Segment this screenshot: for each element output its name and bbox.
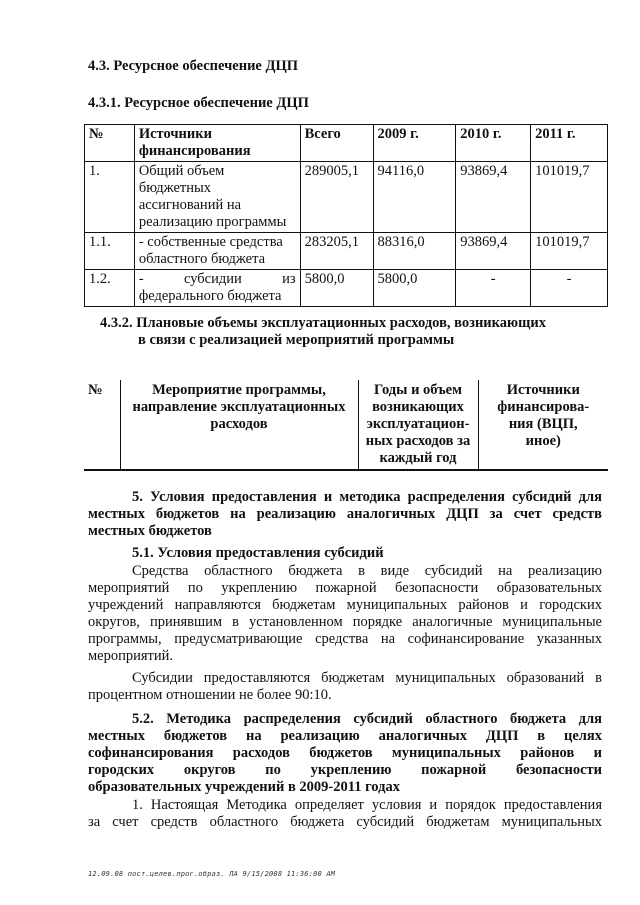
section-4-3-2-title-line2: в связи с реализацией мероприятий программы [138,332,455,348]
page-footer: 12.09.08 пост.целев.прог.образ. ЛА 9/15/2008 11:36:00 AM [88,870,336,878]
row-total: 289005,1 [300,162,373,233]
row-2010: 93869,4 [456,162,531,233]
row-num: 1.2. [85,270,135,307]
section-5-1-paragraph-1: Средства областного бюджета в виде субсидий на реализацию мероприятий по укреплению пожарной безопасности образовательных учреждений направляются бюджетам муниципальных районов и городских округов, принявшим в установленном порядке аналогичные муниципальные программы, предусматривающие средства на софинансирование указанных мероприятий. [88,563,602,664]
section-5-1-paragraph-2: Субсидии предоставляются бюджетам муниципальных образований в процентном отношении не более 90:10. [88,670,602,703]
row-2009: 5800,0 [373,270,456,307]
operating-costs-header [84,380,608,470]
header-2010: 2010 г. [456,125,531,162]
row-source: - собственные средства областного бюджета [134,233,300,270]
row-2010: 93869,4 [456,233,531,270]
row-2009: 88316,0 [373,233,456,270]
table-row [85,270,608,307]
row-num: 1.1. [85,233,135,270]
section-5-title: 5. Условия предоставления и методика распределения субсидий для местных бюджетов на реализацию аналогичных ДЦП за счет средств местных бюджетов [88,489,602,539]
header-num: № [85,125,135,162]
row-2010: - [456,270,531,307]
header-sources: Источники финансирова- ния (ВЦП, иное) [497,382,590,449]
resource-table [84,124,608,307]
header-2009: 2009 г. [373,125,456,162]
row-2009: 94116,0 [373,162,456,233]
row-2011: 101019,7 [531,162,608,233]
table-row [85,162,608,233]
row-2011: - [531,270,608,307]
section-5-2-paragraph-1: 1. Настоящая Методика определяет условия и порядок предоставления за счет средств областного бюджета субсидий бюджетам муниципальных [88,797,602,830]
row-source: Общий объем бюджетных ассигнований на реализацию программы [134,162,300,233]
operating-costs-table [84,380,608,471]
section-5-1-title: 5.1. Условия предоставления субсидий [132,545,384,561]
header-years: Годы и объем возникающих эксплуатацион- ных расходов за каждый год [358,380,478,470]
header-num: № [84,380,120,470]
section-4-3-2-title-line1: 4.3.2. Плановые объемы эксплуатационных расходов, возникающих [100,315,546,331]
header-total: Всего [300,125,373,162]
resource-table-header [85,125,608,162]
row-total: 283205,1 [300,233,373,270]
header-event: Мероприятие программы, направление эксплуатационных расходов [120,380,358,470]
section-4-3-title: 4.3. Ресурсное обеспечение ДЦП [88,58,299,74]
row-source: - субсидии из федерального бюджета [134,270,300,307]
header-source: Источники финансирования [134,125,300,162]
section-5-2-title: 5.2. Методика распределения субсидий областного бюджета для местных бюджетов на реализацию аналогичных ДЦП в целях софинансирования расходов бюджетов муниципальных районов и городских округов по укреплению пожарной безопасности образовательных учреждений в 2009-2011 годах [88,711,602,795]
row-2011: 101019,7 [531,233,608,270]
table-row [85,233,608,270]
row-num: 1. [85,162,135,233]
header-2011: 2011 г. [531,125,608,162]
row-total: 5800,0 [300,270,373,307]
section-4-3-1-title: 4.3.1. Ресурсное обеспечение ДЦП [88,95,309,111]
